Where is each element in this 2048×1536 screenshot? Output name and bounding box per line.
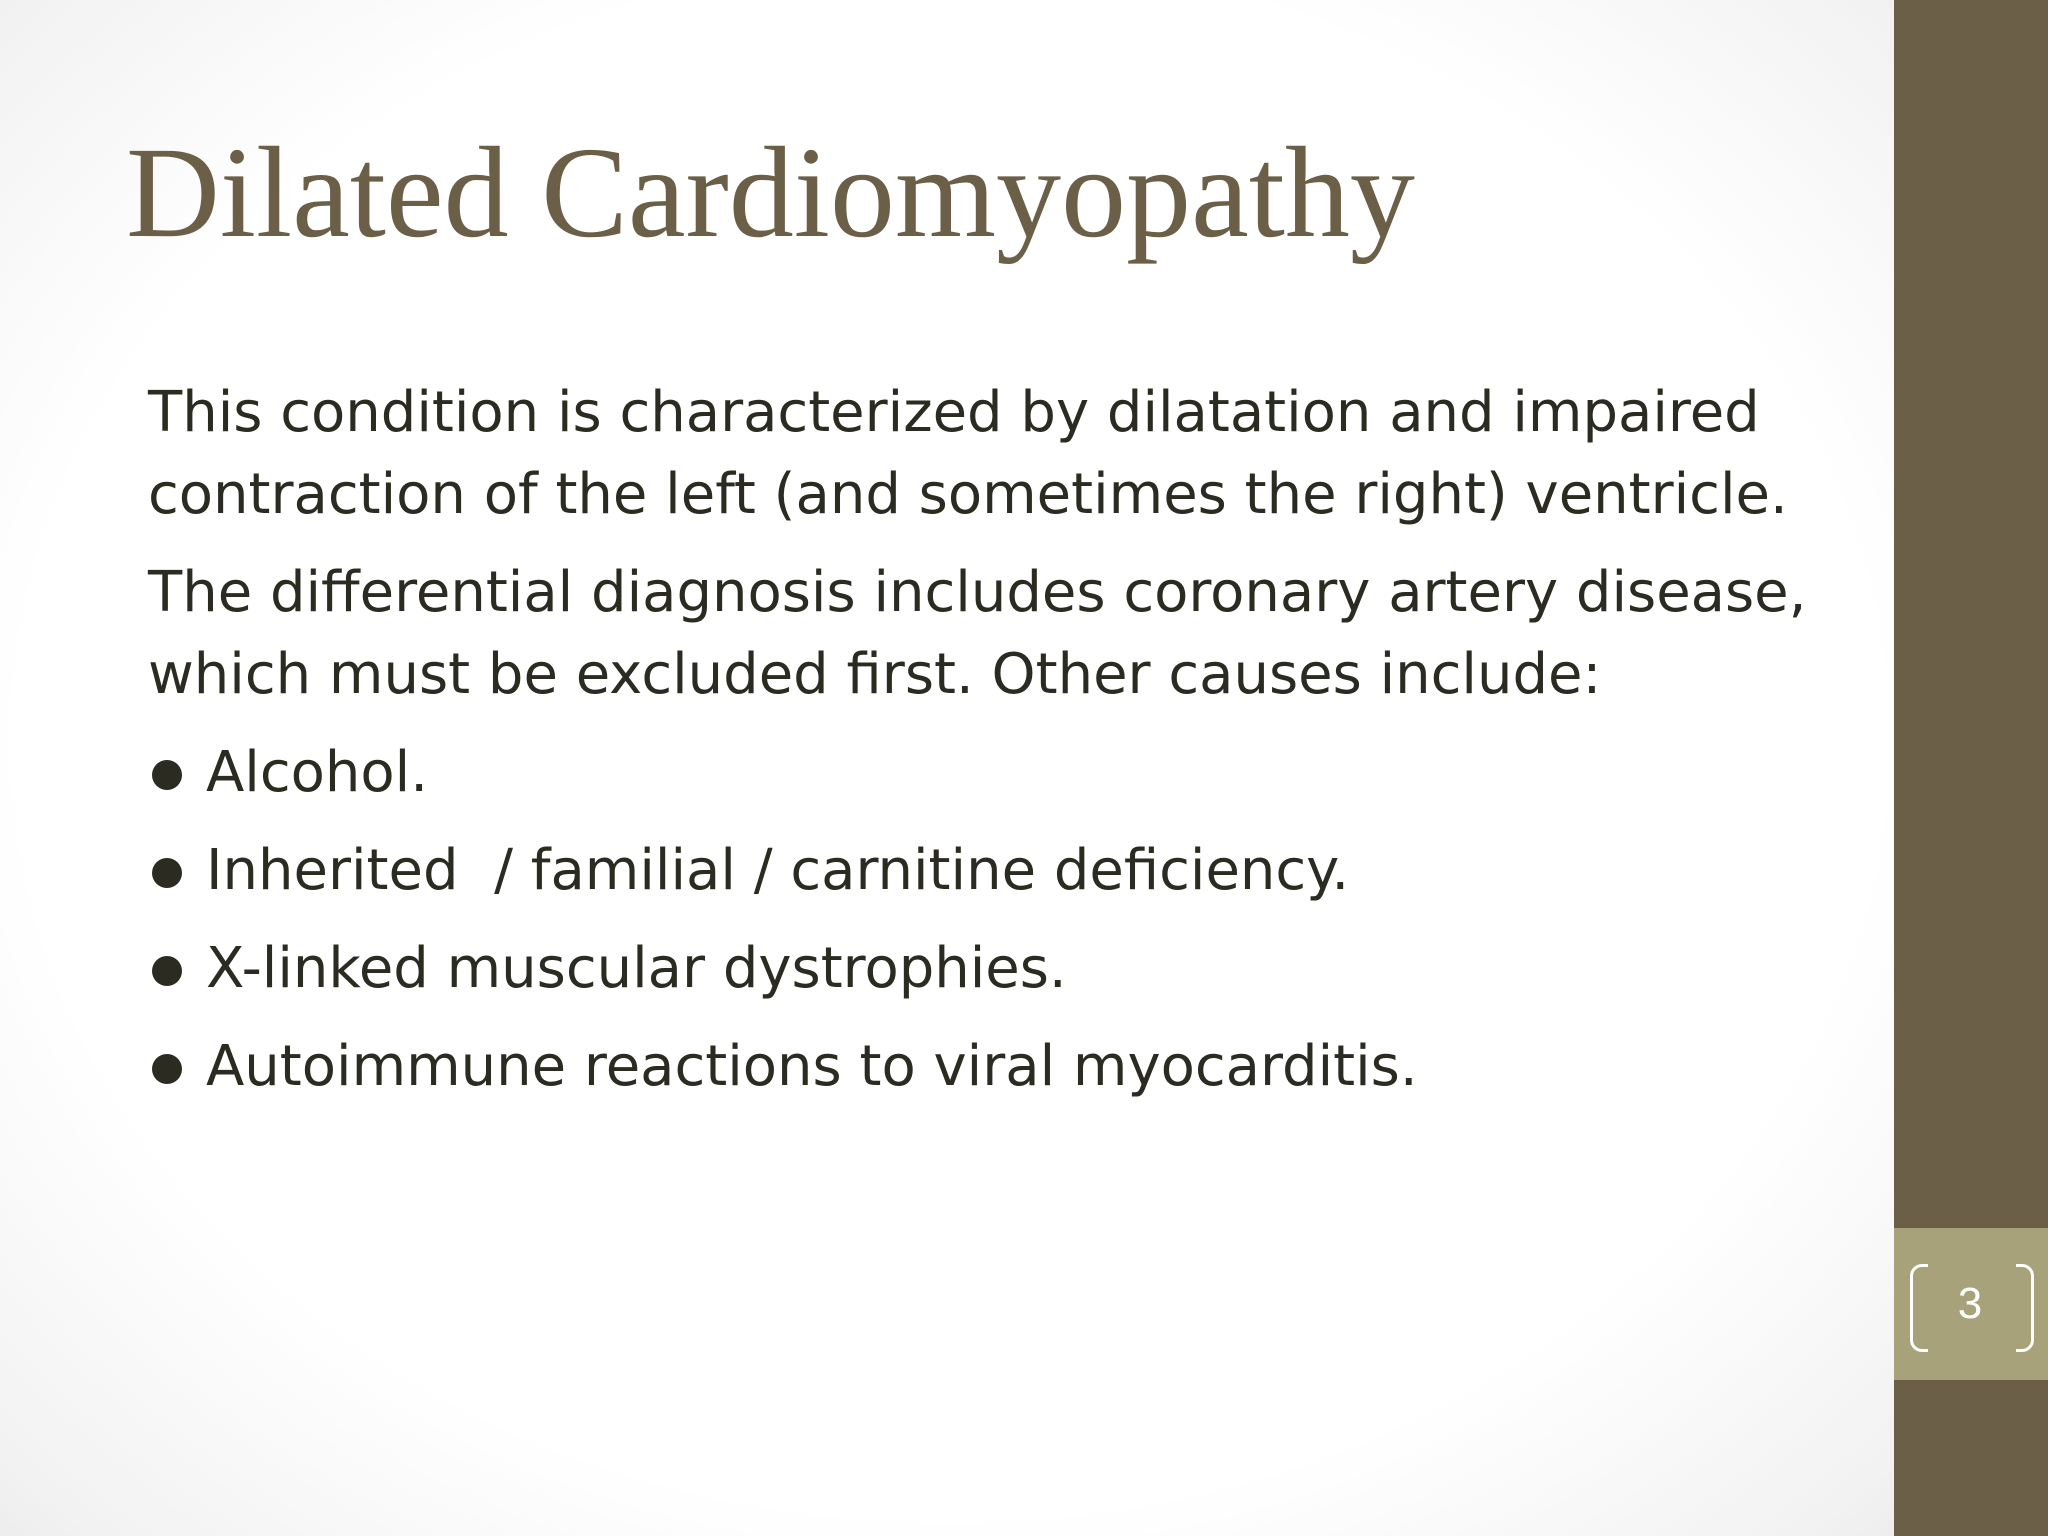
right-bracket-icon bbox=[2016, 1264, 2034, 1352]
causes-list bbox=[148, 732, 1868, 1108]
left-bracket-icon bbox=[1910, 1264, 1928, 1352]
list-item bbox=[148, 928, 1868, 1010]
slide-content bbox=[148, 372, 1868, 1124]
differential-paragraph bbox=[148, 552, 1868, 716]
paragraph-line: This condition is characterized by dilatation and impaired bbox=[148, 380, 1760, 445]
bullet-icon bbox=[152, 760, 182, 790]
bullet-icon bbox=[152, 1054, 182, 1084]
list-item-text: Alcohol. bbox=[206, 740, 429, 805]
list-item bbox=[148, 732, 1868, 814]
bullet-icon bbox=[152, 858, 182, 888]
list-item bbox=[148, 830, 1868, 912]
paragraph-line: which must be excluded first. Other causes include: bbox=[148, 642, 1602, 707]
intro-paragraph bbox=[148, 372, 1868, 536]
list-item-text: Autoimmune reactions to viral myocarditis. bbox=[206, 1034, 1418, 1099]
list-item-text: Inherited / familial / carnitine deficiency. bbox=[206, 838, 1350, 903]
list-item-text: X-linked muscular dystrophies. bbox=[206, 936, 1067, 1001]
page-number: 3 bbox=[1957, 1279, 1983, 1328]
paragraph-line: contraction of the left (and sometimes the right) ventricle. bbox=[148, 462, 1788, 527]
list-item bbox=[148, 1026, 1868, 1108]
page-number-badge bbox=[1894, 1228, 2048, 1380]
slide-title: Dilated Cardiomyopathy bbox=[126, 121, 1415, 265]
bullet-icon bbox=[152, 956, 182, 986]
paragraph-line: The differential diagnosis includes coronary artery disease, bbox=[148, 560, 1807, 625]
